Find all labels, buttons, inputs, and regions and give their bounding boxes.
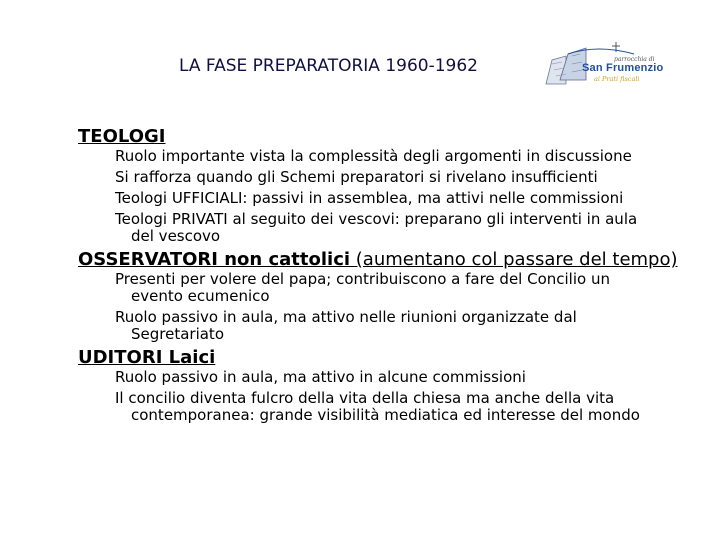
list-item: Il concilio diventa fulcro della vita della chiesa ma anche della vita contemporanea: grande visibilità mediatica ed interesse del mondo — [115, 389, 640, 424]
section-heading-teologi: TEOLOGI — [78, 126, 166, 147]
list-item: Teologi PRIVATI al seguito dei vescovi: preparano gli interventi in aula del vescovo — [115, 210, 638, 245]
list-item: Presenti per volere del papa; contribuiscono a fare del Concilio un evento ecumenico — [115, 270, 610, 305]
logo-line-1: parrocchia di — [614, 56, 655, 63]
section-heading-uditori: UDITORI Laici — [78, 347, 216, 368]
list-item: Ruolo importante vista la complessità degli argomenti in discussione — [115, 147, 632, 165]
slide-title: LA FASE PREPARATORIA 1960-1962 — [179, 56, 478, 76]
list-item: Si rafforza quando gli Schemi preparatori si rivelano insufficienti — [115, 168, 598, 186]
section-items-uditori — [115, 369, 708, 424]
slide-body — [78, 126, 708, 428]
list-item: Ruolo passivo in aula, ma attivo in alcune commissioni — [115, 368, 526, 386]
section-heading-osservatori: OSSERVATORI non cattolici (aumentano col passare del tempo) — [78, 249, 678, 270]
section-items-osservatori — [115, 271, 708, 343]
logo-line-2: San Frumenzio — [582, 62, 664, 74]
section-items-teologi — [115, 148, 708, 245]
parish-logo — [538, 40, 666, 94]
list-item: Teologi UFFICIALI: passivi in assemblea, ma attivi nelle commissioni — [115, 189, 624, 207]
list-item: Ruolo passivo in aula, ma attivo nelle riunioni organizzate dal Segretariato — [115, 308, 577, 343]
logo-line-3: ai Prati fiscali — [594, 75, 640, 83]
